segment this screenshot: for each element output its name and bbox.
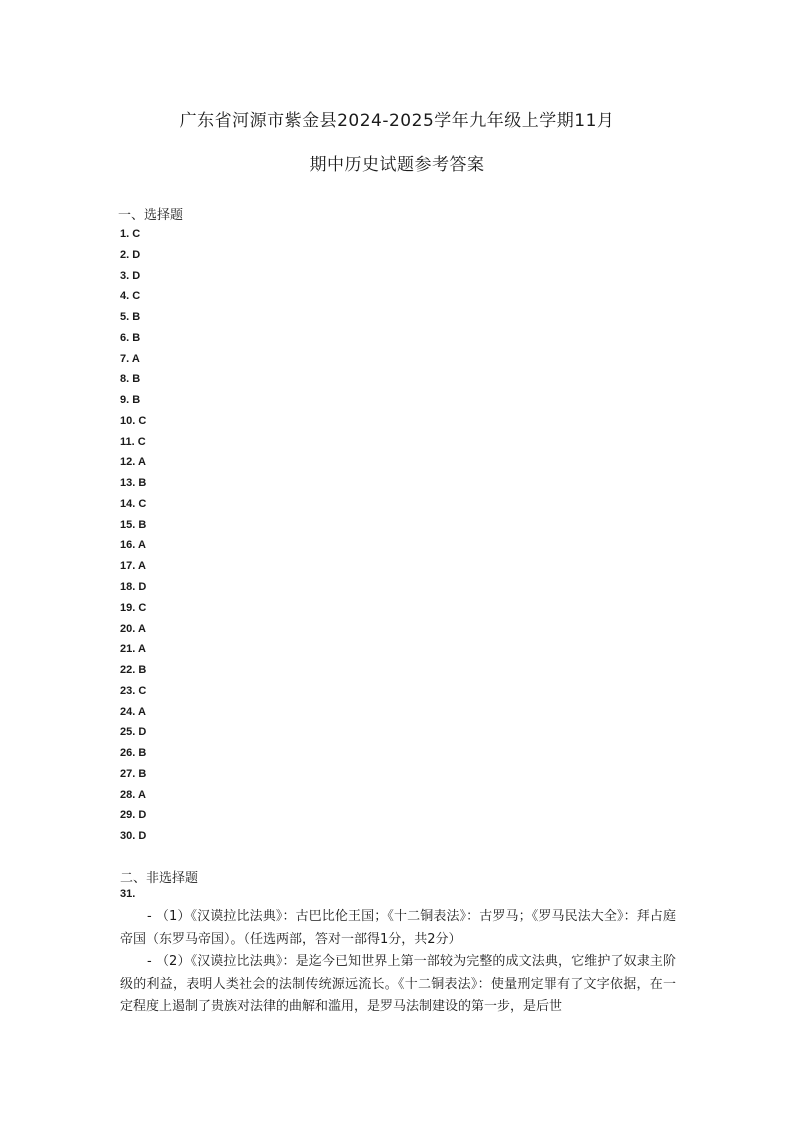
answer-item: 8. B xyxy=(120,373,141,386)
answer-item: 27. B xyxy=(120,767,147,780)
answer-item: 16. A xyxy=(120,539,146,552)
answer-item: 6. B xyxy=(120,331,141,344)
answer-item: 7. A xyxy=(120,352,140,365)
answer-item: 13. B xyxy=(120,477,147,490)
answer-item: 17. A xyxy=(120,560,146,573)
answer-item: 22. B xyxy=(120,664,147,677)
answer-item: 20. A xyxy=(120,622,146,635)
answer-item: 1. C xyxy=(120,228,141,240)
answer-item: 30. D xyxy=(120,830,147,843)
answer-item: 23. C xyxy=(120,684,147,697)
answer-item: 2. D xyxy=(120,248,141,261)
answer-item: 18. D xyxy=(120,581,147,594)
question-number: 31. xyxy=(120,888,136,900)
section-heading-non-choice: 二、非选择题 xyxy=(120,871,199,886)
answer-paragraph-part-2: - （2）《汉谟拉比法典》：是迄今已知世界上第一部较为完整的成文法典，它维护了奴隶主阶级的利益，表明人类社会的法制传统源远流长。《十二铜表法》：使量刑定罪有了文字依据，在一定程度上遏制了贵族对法律的曲解和滥用，是罗马法制建设的第一步，是后世 xyxy=(120,954,676,1014)
answer-item: 10. C xyxy=(120,414,147,427)
answer-item: 21. A xyxy=(120,643,146,656)
answer-item: 11. C xyxy=(120,435,146,448)
answer-item: 26. B xyxy=(120,747,147,760)
section-heading-choice: 一、选择题 xyxy=(118,208,184,223)
answer-list xyxy=(120,224,420,847)
answer-item: 4. C xyxy=(120,290,141,303)
document-title-line-1: 广东省河源市紫金县2024-2025学年九年级上学期11月 xyxy=(179,111,615,131)
answer-item: 25. D xyxy=(120,726,147,739)
answer-item: 15. B xyxy=(120,518,147,531)
answer-item: 24. A xyxy=(120,705,146,718)
answer-item: 19. C xyxy=(120,601,147,614)
answer-item: 14. C xyxy=(120,497,147,510)
answer-paragraph-part-1: - （1）《汉谟拉比法典》：古巴比伦王国；《十二铜表法》：古罗马；《罗马民法大全》：拜占庭帝国（东罗马帝国）。（任选两部，答对一部得1分，共2分） xyxy=(120,909,676,947)
document-title-line-2: 期中历史试题参考答案 xyxy=(309,155,485,175)
answer-item: 5. B xyxy=(120,311,141,324)
answer-item: 12. A xyxy=(120,456,146,469)
answer-item: 28. A xyxy=(120,788,146,801)
answer-item: 9. B xyxy=(120,394,141,407)
answer-item: 29. D xyxy=(120,809,147,822)
answer-item: 3. D xyxy=(120,269,141,282)
